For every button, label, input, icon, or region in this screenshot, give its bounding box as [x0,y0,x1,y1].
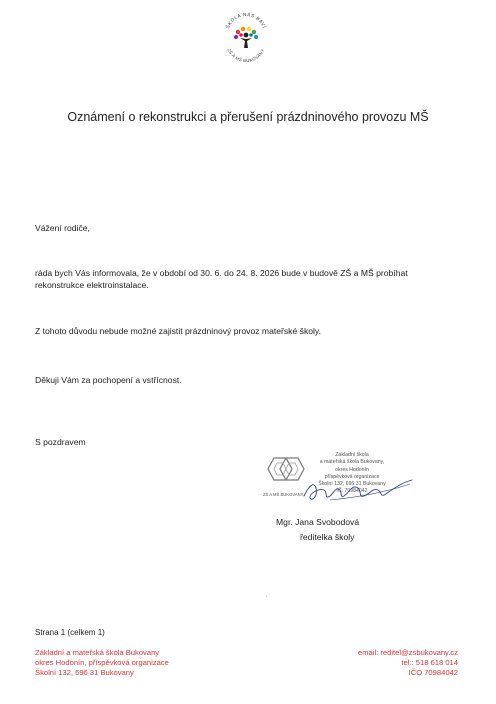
stamp-line: a mateřská škola Bukovany, [319,459,385,466]
paragraph-1-line-2: rekonstrukce elektroinstalace. [35,280,149,290]
school-logo [216,8,276,70]
paragraph-2: Z tohoto důvodu nebude možné zajistit prázdninový provoz mateřské školy. [35,326,321,336]
footer-phone: tel.: 518 618 014 [401,658,458,667]
stamp-line: IČ: 70984042 [336,488,368,495]
paragraph-3: Děkuji Vám za pochopení a vstřícnost. [35,375,182,385]
logo-text-bottom: ZŠ A MŠ BUKOVANY [226,47,266,64]
svg-text:ŠKOLA NÁS BAVÍ [224,11,268,29]
footer-line: okres Hodonín, příspěvková organizace [35,658,169,667]
speck [266,596,267,597]
footer-contact [358,648,458,678]
stamp-line: Základní škola [335,452,369,458]
signer-name: Mgr. Jana Svobodová [276,517,360,527]
paragraph-1-line-1: ráda bych Vás informovala, že v období od 30. 6. do 24. 8. 2026 bude v budově ZŠ a MŠ probíhat [35,268,408,278]
signature-icon [300,474,415,508]
footer-line: Základní a mateřská škola Bukovany [35,648,160,657]
tree-logo-icon [216,8,276,70]
stamp-line: Školní 132, 696 31 Bukovany [318,481,386,488]
footer-line: Školní 132, 696 31 Bukovany [35,668,134,677]
closing: S pozdravem [35,437,86,447]
handwritten-signature [300,474,415,508]
document-title: Oznámení o rekonstrukci a přerušení prázdninového provozu MŠ [67,110,429,124]
footer-address [35,648,169,678]
footer-ico: IČO 70984042 [408,668,458,677]
footer-email[interactable]: email: reditel@zsbukovany.cz [358,648,458,657]
stamp-line: okres Hodonín [335,466,369,473]
stamp-line: příspěvková organizace [324,473,380,480]
svg-text:ZŠ A MŠ BUKOVANY [227,48,266,63]
page-number: Strana 1 (celkem 1) [35,628,105,637]
salutation: Vážení rodiče, [35,223,90,233]
stamp-caption: ZŠ A MŠ BUKOVANY [263,492,304,497]
signer-role: ředitelka školy [300,532,355,542]
logo-text-top: ŠKOLA NÁS BAVÍ [224,11,268,30]
